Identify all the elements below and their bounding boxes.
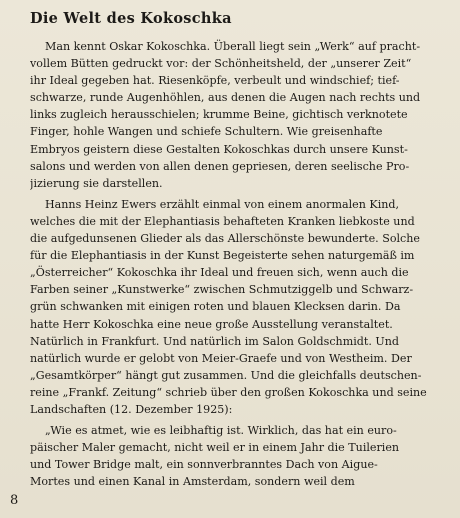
text-line: hatte Herr Kokoschka eine neue große Ausstellung veranstaltet. — [30, 317, 393, 331]
text-line: Hanns Heinz Ewers erzählt einmal von einem anormalen Kind, — [45, 197, 400, 211]
text-line: Farben seiner „Kunstwerke“ zwischen Schmutziggelb und Schwarz- — [30, 283, 414, 297]
text-line: und Tower Bridge malt, ein sonnverbranntes Dach von Aigue- — [30, 458, 378, 472]
text-line: grün schwanken mit einigen roten und blauen Klecksen darin. Da — [30, 300, 401, 314]
text-line: links zugleich herausschielen; krumme Beine, gichtisch verknotete — [30, 108, 408, 122]
text-line: die aufgedunsenen Glieder als das Allerschönste bewunderte. Solche — [30, 232, 420, 246]
text-line: schwarze, runde Augenhöhlen, aus denen die Augen nach rechts und — [30, 91, 421, 105]
text-line: Finger, hohle Wangen und schiefe Schultern. Wie greisenhafte — [30, 125, 383, 139]
text-line: welches die mit der Elephantiasis behafteten Kranken liebkoste und — [30, 214, 415, 228]
text-line: „Wie es atmet, wie es leibhaftig ist. Wirklich, das hat ein euro- — [45, 424, 397, 438]
text-line: „Österreicher“ Kokoschka ihr Ideal und freuen sich, wenn auch die — [30, 266, 409, 280]
text-line: natürlich wurde er gelobt von Meier-Graefe und von Westheim. Der — [30, 351, 412, 365]
text-line: ihr Ideal gegeben hat. Riesenköpfe, verbeult und windschief; tief- — [30, 74, 400, 88]
text-line: Landschaften (12. Dezember 1925): — [30, 402, 233, 416]
paragraph-1 — [30, 38, 446, 192]
text-line: Natürlich in Frankfurt. Und natürlich im Salon Goldschmidt. Und — [30, 334, 399, 348]
text-line: Man kennt Oskar Kokoschka. Überall liegt sein „Werk“ auf pracht- — [45, 40, 421, 53]
text-line: vollem Bütten gedruckt vor: der Schönheitsheld, der „unserer Zeit“ — [30, 57, 412, 71]
text-line: reine „Frankf. Zeitung“ schrieb über den großen Kokoschka und seine — [30, 385, 427, 399]
text-line: für die Elephantiasis in der Kunst Begeisterte sehen naturgemäß im — [30, 249, 415, 263]
text-line: jizierung sie darstellen. — [30, 176, 163, 190]
page-heading: Die Welt des Kokoschka — [30, 10, 232, 27]
text-line: salons und werden von allen denen gepriesen, deren seelische Pro- — [30, 159, 410, 173]
paragraph-3 — [30, 422, 446, 490]
text-line: „Gesamtkörper“ hängt gut zusammen. Und die gleichfalls deutschen- — [30, 368, 422, 382]
page-number: 8 — [10, 493, 19, 508]
paragraph-2 — [30, 196, 446, 418]
text-line: Mortes und einen Kanal in Amsterdam, sondern weil dem — [30, 475, 355, 489]
text-line: päischer Maler gemacht, nicht weil er in einem Jahr die Tuilerien — [30, 441, 400, 455]
text-line: Embryos geistern diese Gestalten Kokoschkas durch unsere Kunst- — [30, 142, 408, 156]
